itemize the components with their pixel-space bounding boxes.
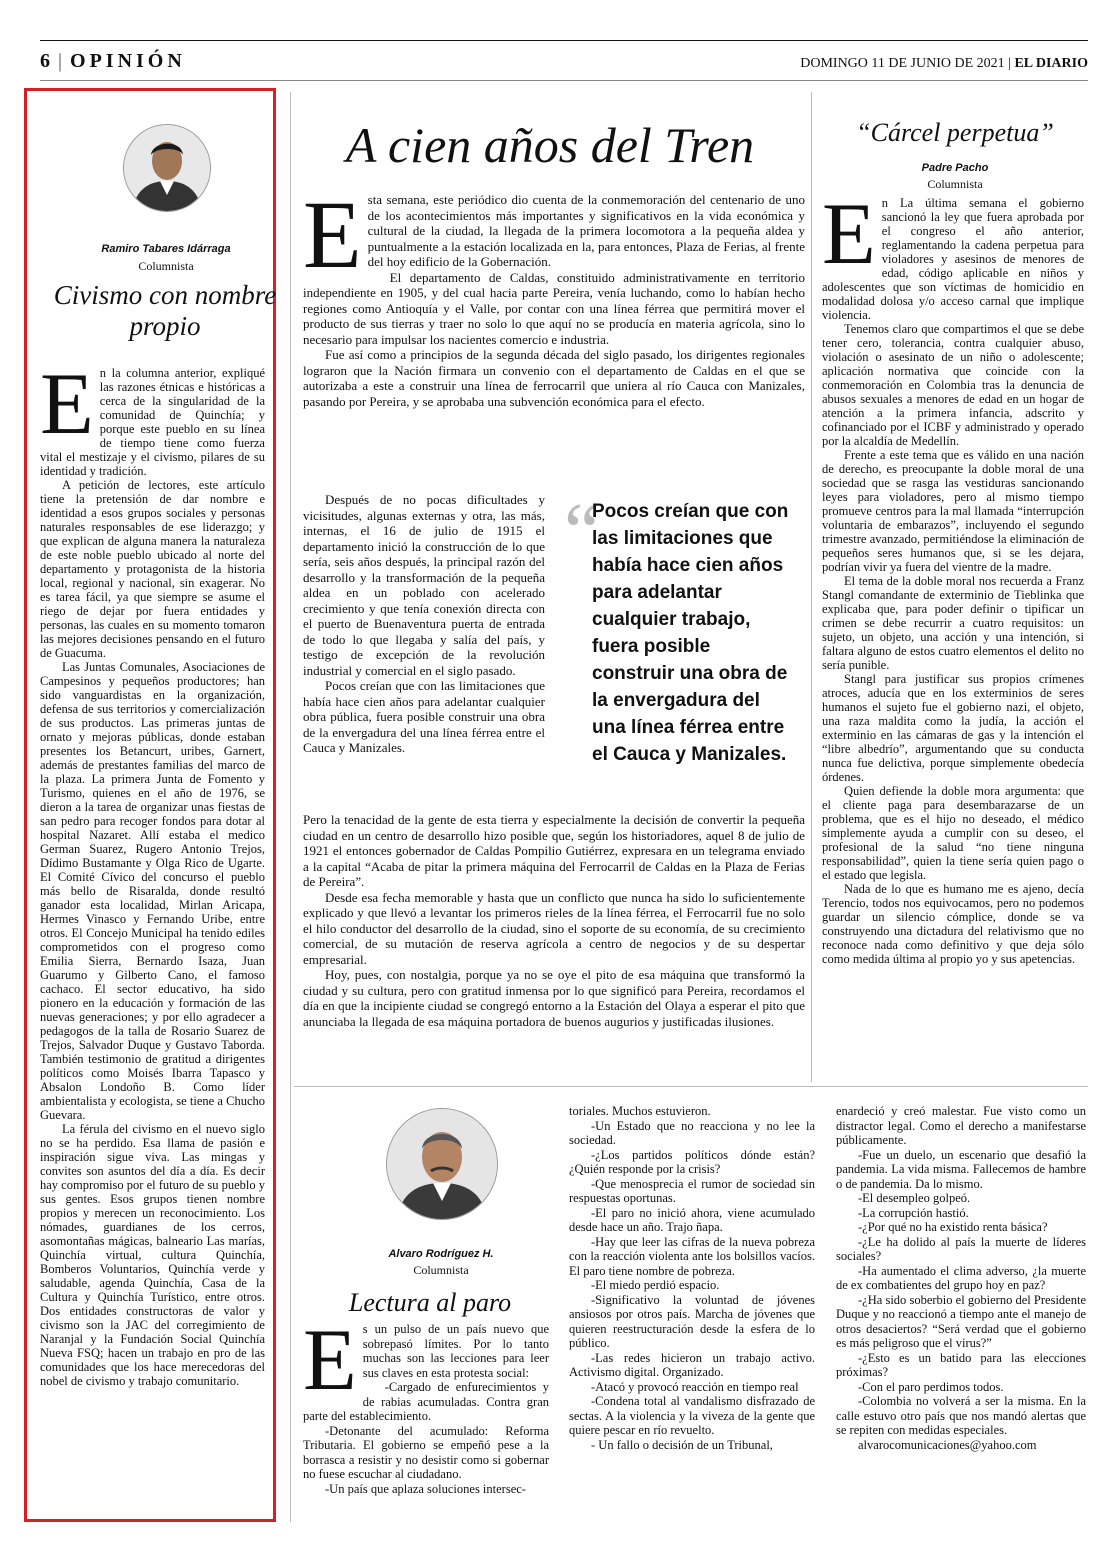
paragraph: -Que menosprecia el rumor de sociedad sin respuestas oportunas. [569, 1176, 815, 1205]
paragraph: -Cargado de enfurecimientos y de rabias acumuladas. Contra gran parte del establecimiento. [303, 1380, 549, 1423]
paragraph: toriales. Muchos estuvieron. [569, 1104, 711, 1118]
header-separator: | [58, 50, 63, 72]
paragraph: Frente a este tema que es válido en una nación de derecho, es preocupante la doble moral de una sociedad que se rasga las vestiduras sancionando leyes para violadores, pero al mismo tiempo promueve centros para la mal llamada “interrupción voluntaria de embarazos”, incluyendo el segundo trimestre avanzado, permitiéndose la eliminación de pequeños seres humanos que, si se les dejara, podrían vivir ya fuera del vientre de la madre. [822, 448, 1084, 574]
author-role: Columnista [138, 259, 194, 273]
column-divider [290, 92, 291, 1522]
author-name: Ramiro Tabares Idárraga [101, 243, 231, 255]
paragraph: -Un Estado que no reacciona y no lee la sociedad. [569, 1118, 815, 1147]
paragraph: -¿Le ha dolido al país la muerte de líderes sociales? [836, 1234, 1086, 1263]
author-role: Columnista [413, 1263, 469, 1277]
section-name: OPINIÓN [70, 50, 186, 72]
paragraph: enardeció y creó malestar. Fue visto como un distractor legal. Como el derecho a manifestarse públicamente. [836, 1104, 1086, 1147]
author-role: Columnista [927, 177, 983, 191]
author-name: Padre Pacho [921, 162, 989, 174]
newspaper-name: EL DIARIO [1014, 56, 1088, 71]
paragraph: n La última semana el gobierno sancionó la ley que fuera aprobada por el congreso el año anterior, reglamentando la cadena perpetua para violadores y asesinos de menores de edad, código aplicable en niños y adolescentes que son víctimas de homicidio en modalidad dolosa y/o acceso carnal que implique violencia. [822, 196, 1084, 322]
article-title: Civismo con nombre propio [53, 280, 277, 342]
paragraph: -Hay que leer las cifras de la nueva pobreza con la reacción violenta ante los bolsillos vacíos. El paro tiene nombre de pobreza. [569, 1234, 815, 1278]
section-label [40, 50, 186, 73]
column-divider [811, 92, 812, 1082]
section-divider [294, 1086, 1088, 1087]
paragraph: La férula del civismo en el nuevo siglo no se ha perdido. Esa llama de pasión e inspiración sigue viva. Las mingas y convites son asuntos del día a día. Es decir hay compromiso por el futuro de su pueblo y sus gentes. Esos grupos tienen nombre propios y merecen un reconocimiento. Los nómades, guardianes de los cerros, asomontañas mágicas, balneario Las marías, Quinchía virtual, cultura Quinchía, Bomberos Voluntarios, Quinchía verde y saludable, agenda Quinchía, Casa de la Cultura y Quinchía Turístico, entre otros. Dos entidades constructoras de valor y civismo son la JAC del corregimiento de Naranjal y la Fundación Social Quinchía Nueva FSQ; hacen un trabajo en pro de las comunidades que los hace merecedoras del nobel de civismo y trabajo comunitario. [40, 1122, 265, 1388]
author-photo-rodriguez [386, 1108, 498, 1220]
author-photo-tabares [123, 124, 211, 212]
paragraph: -El desempleo golpeó. [858, 1191, 971, 1205]
paragraph: -El miedo perdió espacio. [591, 1278, 720, 1292]
paragraph: A petición de lectores, este artículo tiene la pretensión de dar nombre e identidad a esos grupos sociales y personas naturales responsables de ese liderazgo; y que explican de alguna manera la naturaleza de este noble pueblo ubicado al norte del departamento y protagonista de la historia local, regional y nacional, sin exagerar. No es tarea fácil, ya que siempre se asume el riego de dejar por fuera entidades y personas, las cuales en su momento tomaron las mejores decisiones pensando en el futuro de Guacuma. [40, 478, 265, 660]
paragraph: El departamento de Caldas, constituido administrativamente en territorio independiente en 1905, y del cual hacia parte Pereira, venía luchando, como lo habían hecho regiones como Antioquía y el Valle, por contar con una línea férrea que permitirá mover el producto de sus tierras y traer no solo lo que aquí no se producía en materia agrícola, sino lo necesario para impulsar los nacientes comercio e industria. [303, 269, 805, 347]
paragraph: -Las redes hicieron un trabajo activo. Activismo digital. Organizado. [569, 1350, 815, 1379]
paragraph: Desde esa fecha memorable y hasta que un conflicto que nunca ha sido lo suficientemente explicado y que llevó a levantar los primeros rieles de la línea férrea, el Ferrocarril fue no solo el hilo conductor del desarrollo de la ciudad, sino el soporte de su economía, de su crecimiento comercial, de su mutación de reserva agrícola a centro de negocios y de su despertar empresarial. [303, 889, 805, 967]
paragraph: -La corrupción hastió. [858, 1205, 969, 1220]
paragraph: Tenemos claro que compartimos el que se debe tener cero, tolerancia, contra cualquier abuso, violación o asesinato de un niño o adolescente; aplicación normativa que coincide con la conmemoración en Colombia tras la denuncia de abusos sexuales a menores de edad en un hogar de atención a la primera infancia, adscrito y cofinanciado por el ICBF y administrado y operado por la alcaldía de Medellín. [822, 322, 1084, 448]
paragraph: -Condena total al vandalismo disfrazado de sectas. A la violencia y la viveza de la gente que quiere pescar en río revuelto. [569, 1394, 815, 1437]
paragraph: -Fue un duelo, un escenario que desafió la pandemia. La vida misma. Fallecemos de hambre o de pandemia. Da lo mismo. [836, 1147, 1086, 1191]
paragraph: Después de no pocas dificultades y vicisitudes, algunas externas y otra, las más, internas, el 16 de julio de 1915 el departamento inició la construcción de lo que sería, seis años después, la principal razón del desarrollo y la transformación de la pequeña aldea en un poblado con acelerado crecimiento y que tenía conexión directa con el puerto de Buenaventura puerta de entrada de todo lo que llegaba y salía del país, y testigo de excepción de la revolución industrial y comercial en el siglo pasado. [303, 492, 545, 678]
bottom-article-col2 [569, 1104, 815, 1452]
paragraph: -¿Los partidos políticos dónde están? ¿Quién responde por la crisis? [569, 1147, 815, 1176]
paragraph: -Colombia no volverá a ser la misma. En la calle estuvo otro país que nos mandó alertas que se repiten con medidas especiales. [836, 1394, 1086, 1437]
paragraph: -¿Ha sido soberbio el gobierno del Presidente Duque y no reaccionó a tiempo ante el manejo de otros desaciertos? “Será verdad que el gobierno es más peligroso que el virus?” [836, 1292, 1086, 1350]
author-email[interactable]: alvarocomunicaciones@yahoo.com [858, 1437, 1037, 1452]
author-name: Alvaro Rodríguez H. [388, 1248, 494, 1260]
paragraph: Stangl para justificar sus propios crímenes atroces, aducía que en los exterminios de seres humanos el sujeto fue el gobierno nazi, el objeto, una raza maldita como la judía, la acción el exterminio en las cámaras de gas y la intención el “libre albedrío”, argumentando que su conducta nunca fue delictiva, porque simplemente obedecía órdenes. [822, 672, 1084, 784]
paragraph: -El paro no inició ahora, viene acumulado desde hace un año. Trajo ñapa. [569, 1205, 815, 1234]
bottom-article-col1 [303, 1312, 549, 1496]
paragraph: -Significativo la voluntad de jóvenes ansiosos por otros país. Marcha de jóvenes que quieren reestructuración desde la esfera de lo público. [569, 1292, 815, 1350]
main-article-body-mid [303, 492, 545, 756]
main-article-body-bottom [303, 812, 805, 1029]
paragraph: -¿Esto es un batido para las elecciones próximas? [836, 1350, 1086, 1379]
paragraph: Pocos creían que con las limitaciones que había hace cien años para adelantar cualquier obra pública, fuera posible construir una obra de la envergadura del una línea férrea entre el Cauca y Manizales. [303, 678, 545, 755]
issue-info [800, 56, 1088, 72]
main-article-body-top [303, 181, 805, 409]
paragraph: -Atacó y provocó reacción en tiempo real [591, 1379, 799, 1394]
pull-quote: Pocos creían que con las limitaciones que había hace cien años para adelantar cualquier trabajo, fuera posible construir una obra de la envergadura del una línea férrea entre el Cauca y Manizales. [592, 501, 789, 765]
paragraph: Nada de lo que es humano me es ajeno, decía Terencio, todos nos equivocamos, pero no podemos guardar un silencio cómplice, donde se va construyendo una dictadura del relativismo que no reconoce nada como definitivo y que deja sólo como medida última al propio yo y sus apetencias. [822, 882, 1084, 966]
paragraph: - Un fallo o decisión de un Tribunal, [591, 1437, 773, 1452]
page-number: 6 [40, 50, 50, 72]
issue-separator: | [1008, 56, 1011, 71]
paragraph: Las Juntas Comunales, Asociaciones de Campesinos y pequeños productores; han sido vanguardistas en la organización, defensa de sus territorios y comercialización de sus productos. Las primeras juntas de ornato y mejoras públicas, donde estaban presentes los Betancurt, uribes, Garnert, además de prestantes familias del marco de la plaza. La primera Junta de Fomento y Turismo, quienes en el año de 1976, se dieron a la tarea de organizar unas fiestas de san pedro para recoger fondos para dotar al hospital Nazaret. Allí estaba el medico German Suarez, Rugero Antonio Trejos, Dídimo Bustamante y Olga Rico de Ugarte. El Comité Cívico del concurso el pueblo más bello de Risaralda, donde resultó ganador esta localidad, Mirlan Aricapa, Hermes Vinasco y Fernando Uribe, entre otros. El Concejo Municipal ha tenido ediles comprometidos con el progreso como Emilia Sierra, Bernardo Isaza, Juan Guarumo y Gilberto Cano, el famoso cachaco. El sector educativo, ha sido pionero en la educación y formación de las nuevas generaciones; y por ello agradecer a pedagogos de la talla de Rosario Suarez de Trejos, Salvador Duque y Gustavo Taborda. También testimonio de gratitud a dirigentes políticos como Moisés Ibarra Tapasco y Absalon Londoño B. Como líder ambientalista y ecologista, se tiene a Chucho Guevara. [40, 660, 265, 1122]
paragraph: -Un país que aplaza soluciones intersec- [325, 1481, 526, 1496]
quote-mark-icon: “ [564, 488, 600, 576]
paragraph: s un pulso de un país nuevo que sobrepasó límites. Por lo tanto muchas son las lecciones para leer sus claves en esta protesta social: [362, 1322, 549, 1380]
paragraph: -Detonante del acumulado: Reforma Tributaria. El gobierno se empeñó pese a la borrasca a resistir y no desistir como si gobernar no fuese escuchar al ciudadano. [303, 1423, 549, 1481]
paragraph: sta semana, este periódico dio cuenta de la conmemoración del centenario de uno de los acontecimientos más importantes y significativos en la vida económica y cultural de la ciudad, la llegada de la primera locomotora a la pequeña aldea y puntualmente a la estación localizada en la, para entonces, Plaza de Ferias, al frente del hoy edificio de la Gobernación. [367, 192, 805, 269]
drop-cap: E [40, 356, 94, 453]
page-header [40, 50, 1088, 78]
paragraph: -Con el paro perdimos todos. [858, 1379, 1004, 1394]
drop-cap: E [822, 186, 876, 283]
header-rule [40, 80, 1088, 81]
paragraph: n la columna anterior, expliqué las razones étnicas e históricas a cerca de la singularidad de la comunidad de Quinchía; y porque este pueblo en su línea de tiempo tiene como fuerza vital el mestizaje y el civismo, pilares de su identidad y tradición. [40, 366, 265, 478]
paragraph: Pero la tenacidad de la gente de esta tierra y especialmente la decisión de convertir la pequeña ciudad en un centro de desarrollo hizo posible que, según los historiadores, aquel 8 de julio de 1921 el entonces gobernador de Caldas Pompilio Gutiérrez, expresara en un telegrama enviado a la capital “Acaba de pitar la primera máquina del Ferrocarril de Caldas en la Plaza de Ferias de Pereira”. [303, 812, 805, 889]
paragraph: Hoy, pues, con nostalgia, porque ya no se oye el pito de esa máquina que transformó la ciudad y su cultura, pero con gratitud inmensa por lo que significó para Pereira, recordamos el día en que la incipiente ciudad se congregó entorno a la Estación del Olaya a esperar el pito que anunciaba la llegada de esa máquina portadora de buenos augurios y justificadas ilusiones. [303, 967, 805, 1029]
paragraph: -¿Por qué no ha existido renta básica? [858, 1220, 1048, 1234]
drop-cap: E [303, 1312, 357, 1409]
right-article-body [822, 186, 1084, 966]
paragraph: Quien defiende la doble mora argumenta: que el cliente paga para desembarazarse de un problema, que es el hijo no deseado, el médico simplemente ayuda a cumplir con su deseo, el profesional de la salud “no tiene ninguna responsabilidad”, quien la tiene sería quien pago o el estado que legisla. [822, 784, 1084, 882]
issue-date: DOMINGO 11 DE JUNIO DE 2021 [800, 56, 1005, 71]
avatar-portrait-icon [124, 125, 210, 211]
paragraph: -Ha aumentado el clima adverso, ¿la muerte de ex combatientes del grupo hoy en paz? [836, 1263, 1086, 1292]
top-rule [40, 40, 1088, 41]
main-article-title: A cien años del Tren [345, 117, 755, 173]
drop-cap: E [303, 181, 362, 288]
right-article-title: “Cárcel perpetua” [856, 118, 1054, 147]
paragraph: Fue así como a principios de la segunda década del siglo pasado, los dirigentes regionales lograron que la Nación firmara un convenio con el departamento de Caldas en el que se autorizaba a este a construir una línea de ferrocarril que uniera al río Cauca con Manizales, pasando por Pereira, y se aprobaba una subvención económica para el efecto. [303, 347, 805, 409]
article-body-left [40, 356, 265, 1388]
bottom-article-title: Lectura al paro [348, 1288, 512, 1317]
bottom-article-col3 [836, 1104, 1086, 1452]
avatar-portrait-icon [387, 1109, 497, 1219]
paragraph: El tema de la doble moral nos recuerda a Franz Stangl comandante de exterminio de Tieblinka que explicaba que, para poder definir o tipificar un crimen se debe recurrir a cuatro requisitos: un sujeto, un objeto, una acción y una intención, si faltara alguno de estos cuatro elementos el delito no sería punible. [822, 574, 1084, 672]
